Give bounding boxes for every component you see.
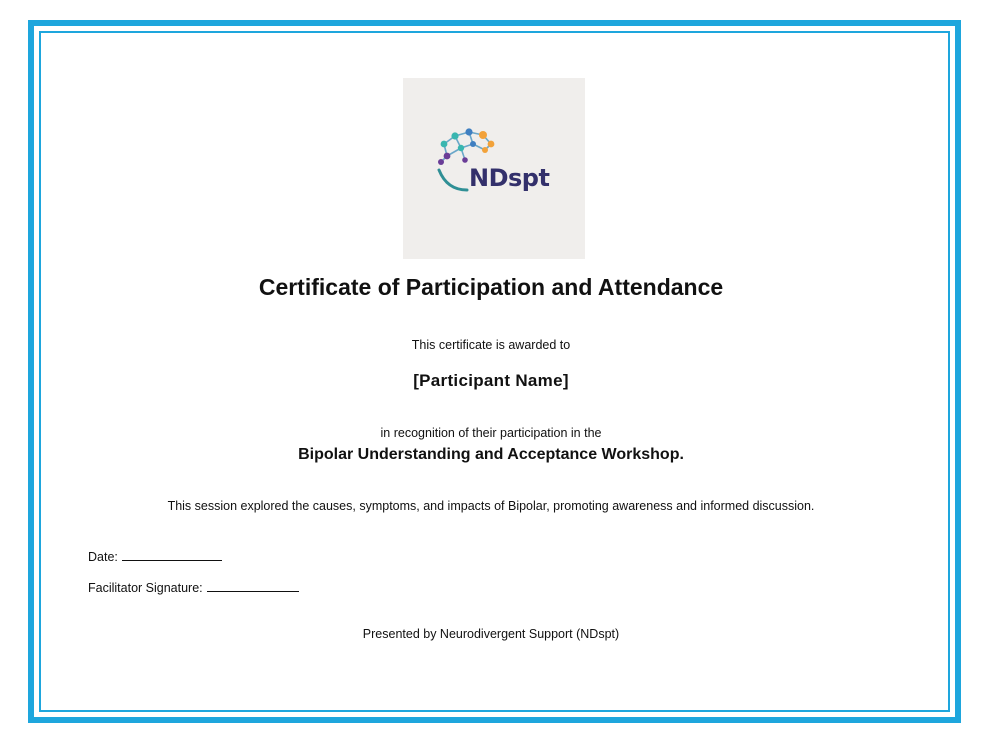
recognition-text: in recognition of their participation in the bbox=[380, 426, 602, 440]
awarded-to-text: This certificate is awarded to bbox=[411, 338, 571, 352]
session-description: This session explored the causes, symptoms, and impacts of Bipolar, promoting awareness and informed discussion. bbox=[167, 499, 815, 513]
facilitator-signature-label: Facilitator Signature: bbox=[88, 581, 203, 595]
signature-blank-line bbox=[207, 579, 299, 592]
presented-by-text: Presented by Neurodivergent Support (NDspt) bbox=[362, 627, 620, 641]
facilitator-signature-field bbox=[88, 579, 299, 595]
logo-text: NDspt bbox=[469, 164, 550, 192]
certificate-title: Certificate of Participation and Attendance bbox=[258, 274, 724, 300]
workshop-name: Bipolar Understanding and Acceptance Workshop. bbox=[298, 446, 684, 463]
logo bbox=[403, 78, 585, 259]
date-field bbox=[88, 548, 222, 564]
date-blank-line bbox=[122, 548, 222, 561]
date-label: Date: bbox=[88, 550, 118, 564]
participant-name: [Participant Name] bbox=[413, 371, 569, 390]
